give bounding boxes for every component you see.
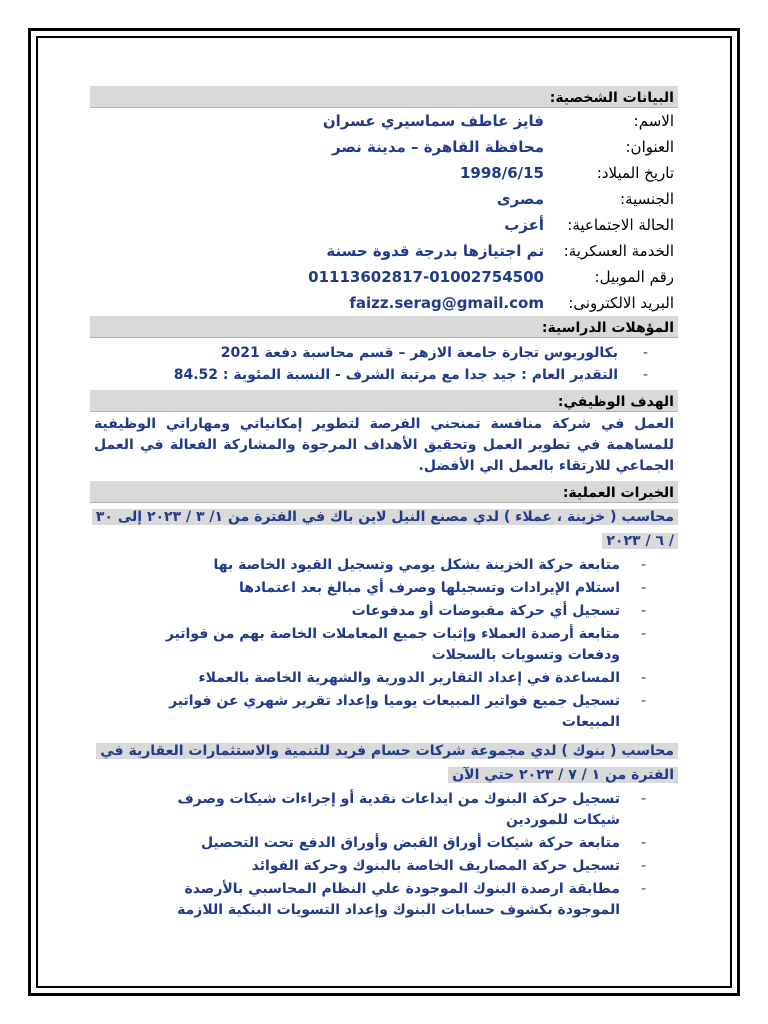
list-item: - تسجيل حركة البنوك من ايداعات نقدية أو إجراءات شيكات وصرف شيكات للموردين [90, 789, 678, 831]
task-list [90, 555, 678, 733]
info-value: مصرى [496, 190, 544, 208]
info-row-email [90, 290, 678, 316]
list-item: - مطابقة ارصدة البنوك الموجودة علي النظام المحاسبي بالأرصدة الموجودة بكشوف حسابات البنوك وإعداد التسويات البنكية اللازمة [90, 879, 678, 921]
list-item: - تسجيل حركة المصاريف الخاصة بالبنوك وحركة الفوائد [90, 856, 678, 877]
info-row-birthdate [90, 160, 678, 186]
info-value: faizz.serag@gmail.com [349, 294, 544, 312]
info-label: الحالة الاجتماعية: [567, 216, 674, 234]
objective-header: الهدف الوظيفي: [90, 390, 678, 412]
info-value: 1998/6/15 [459, 164, 544, 182]
info-label: الاسم: [633, 112, 674, 130]
job-entry [90, 737, 678, 787]
list-item: - بكالوريوس تجارة جامعة الازهر – قسم محاسبة دفعة 2021 [90, 342, 678, 364]
objective-text: العمل في شركة منافسة تمنحني الفرصة لتطوير إمكانياتي ومهاراتي الوظيفية للمساهمة في تطوير العمل وتحقيق الأهداف المرجوة والمشاركة الفعالة في العمل الجماعي للارتقاء بالعمل الي الأفضل. [94, 416, 674, 474]
list-item: - متابعة أرصدة العملاء وإثبات جميع المعاملات الخاصة بهم من فواتير ودفعات وتسويات بالسجلات [90, 624, 678, 666]
list-item: - استلام الإيرادات وتسجيلها وصرف أي مبالغ بعد اعتمادها [90, 578, 678, 599]
info-label: رقم الموبيل: [594, 268, 674, 286]
qualifications-list [90, 338, 678, 390]
info-row-military [90, 238, 678, 264]
job-entry [90, 503, 678, 553]
list-item: - تسجيل جميع فواتير المبيعات يوميا وإعداد تقرير شهري عن فواتير المبيعات [90, 691, 678, 733]
experience-header: الخبرات العملية: [90, 481, 678, 503]
info-row-marital [90, 212, 678, 238]
job-title: محاسب ( بنوك ) لدي مجموعة شركات حسام فريد للتنمية والاستثمارات العقارية في الفترة من ١ / ٧ / ٢٠٢٣ حتي الآن [96, 743, 678, 783]
list-item: - متابعة حركة الخزينة بشكل يومي وتسجيل القيود الخاصة بها [90, 555, 678, 576]
list-item: - المساعدة في إعداد التقارير الدورية والشهرية الخاصة بالعملاء [90, 668, 678, 689]
info-label: تاريخ الميلاد: [596, 164, 674, 182]
info-value: أعزب [504, 216, 544, 234]
list-item: - متابعة حركة شيكات أوراق القبض وأوراق الدفع تحت التحصيل [90, 833, 678, 854]
info-label: الخدمة العسكرية: [563, 242, 674, 260]
info-value: تم اجتيازها بدرجة قدوة حسنة [326, 242, 544, 260]
info-value: 01113602817-01002754500 [308, 268, 544, 286]
info-row-mobile [90, 264, 678, 290]
list-item: - التقدير العام : جيد جدا مع مرتبة الشرف - النسبة المئوية : 84.52 [90, 364, 678, 386]
info-label: الجنسية: [620, 190, 674, 208]
list-item: - تسجيل أي حركة مقبوضات أو مدفوعات [90, 601, 678, 622]
personal-info-header: البيانات الشخصية: [90, 86, 678, 108]
info-label: البريد الالكترونى: [568, 294, 674, 312]
task-list [90, 789, 678, 921]
job-title: محاسب ( خزينة ، عملاء ) لدي مصنع النيل لاين باك في الفترة من ١/ ٣ / ٢٠٢٣ إلى ٣٠ / ٦ / ٢٠٢٣ [92, 509, 678, 549]
cv-page [90, 86, 678, 925]
info-value: محافظة القاهرة – مدينة نصر [332, 138, 544, 156]
info-value: فايز عاطف سماسيري عسران [322, 112, 544, 130]
info-row-nationality [90, 186, 678, 212]
qualifications-header: المؤهلات الدراسية: [90, 316, 678, 338]
info-label: العنوان: [625, 138, 674, 156]
info-row-name [90, 108, 678, 134]
info-row-address [90, 134, 678, 160]
